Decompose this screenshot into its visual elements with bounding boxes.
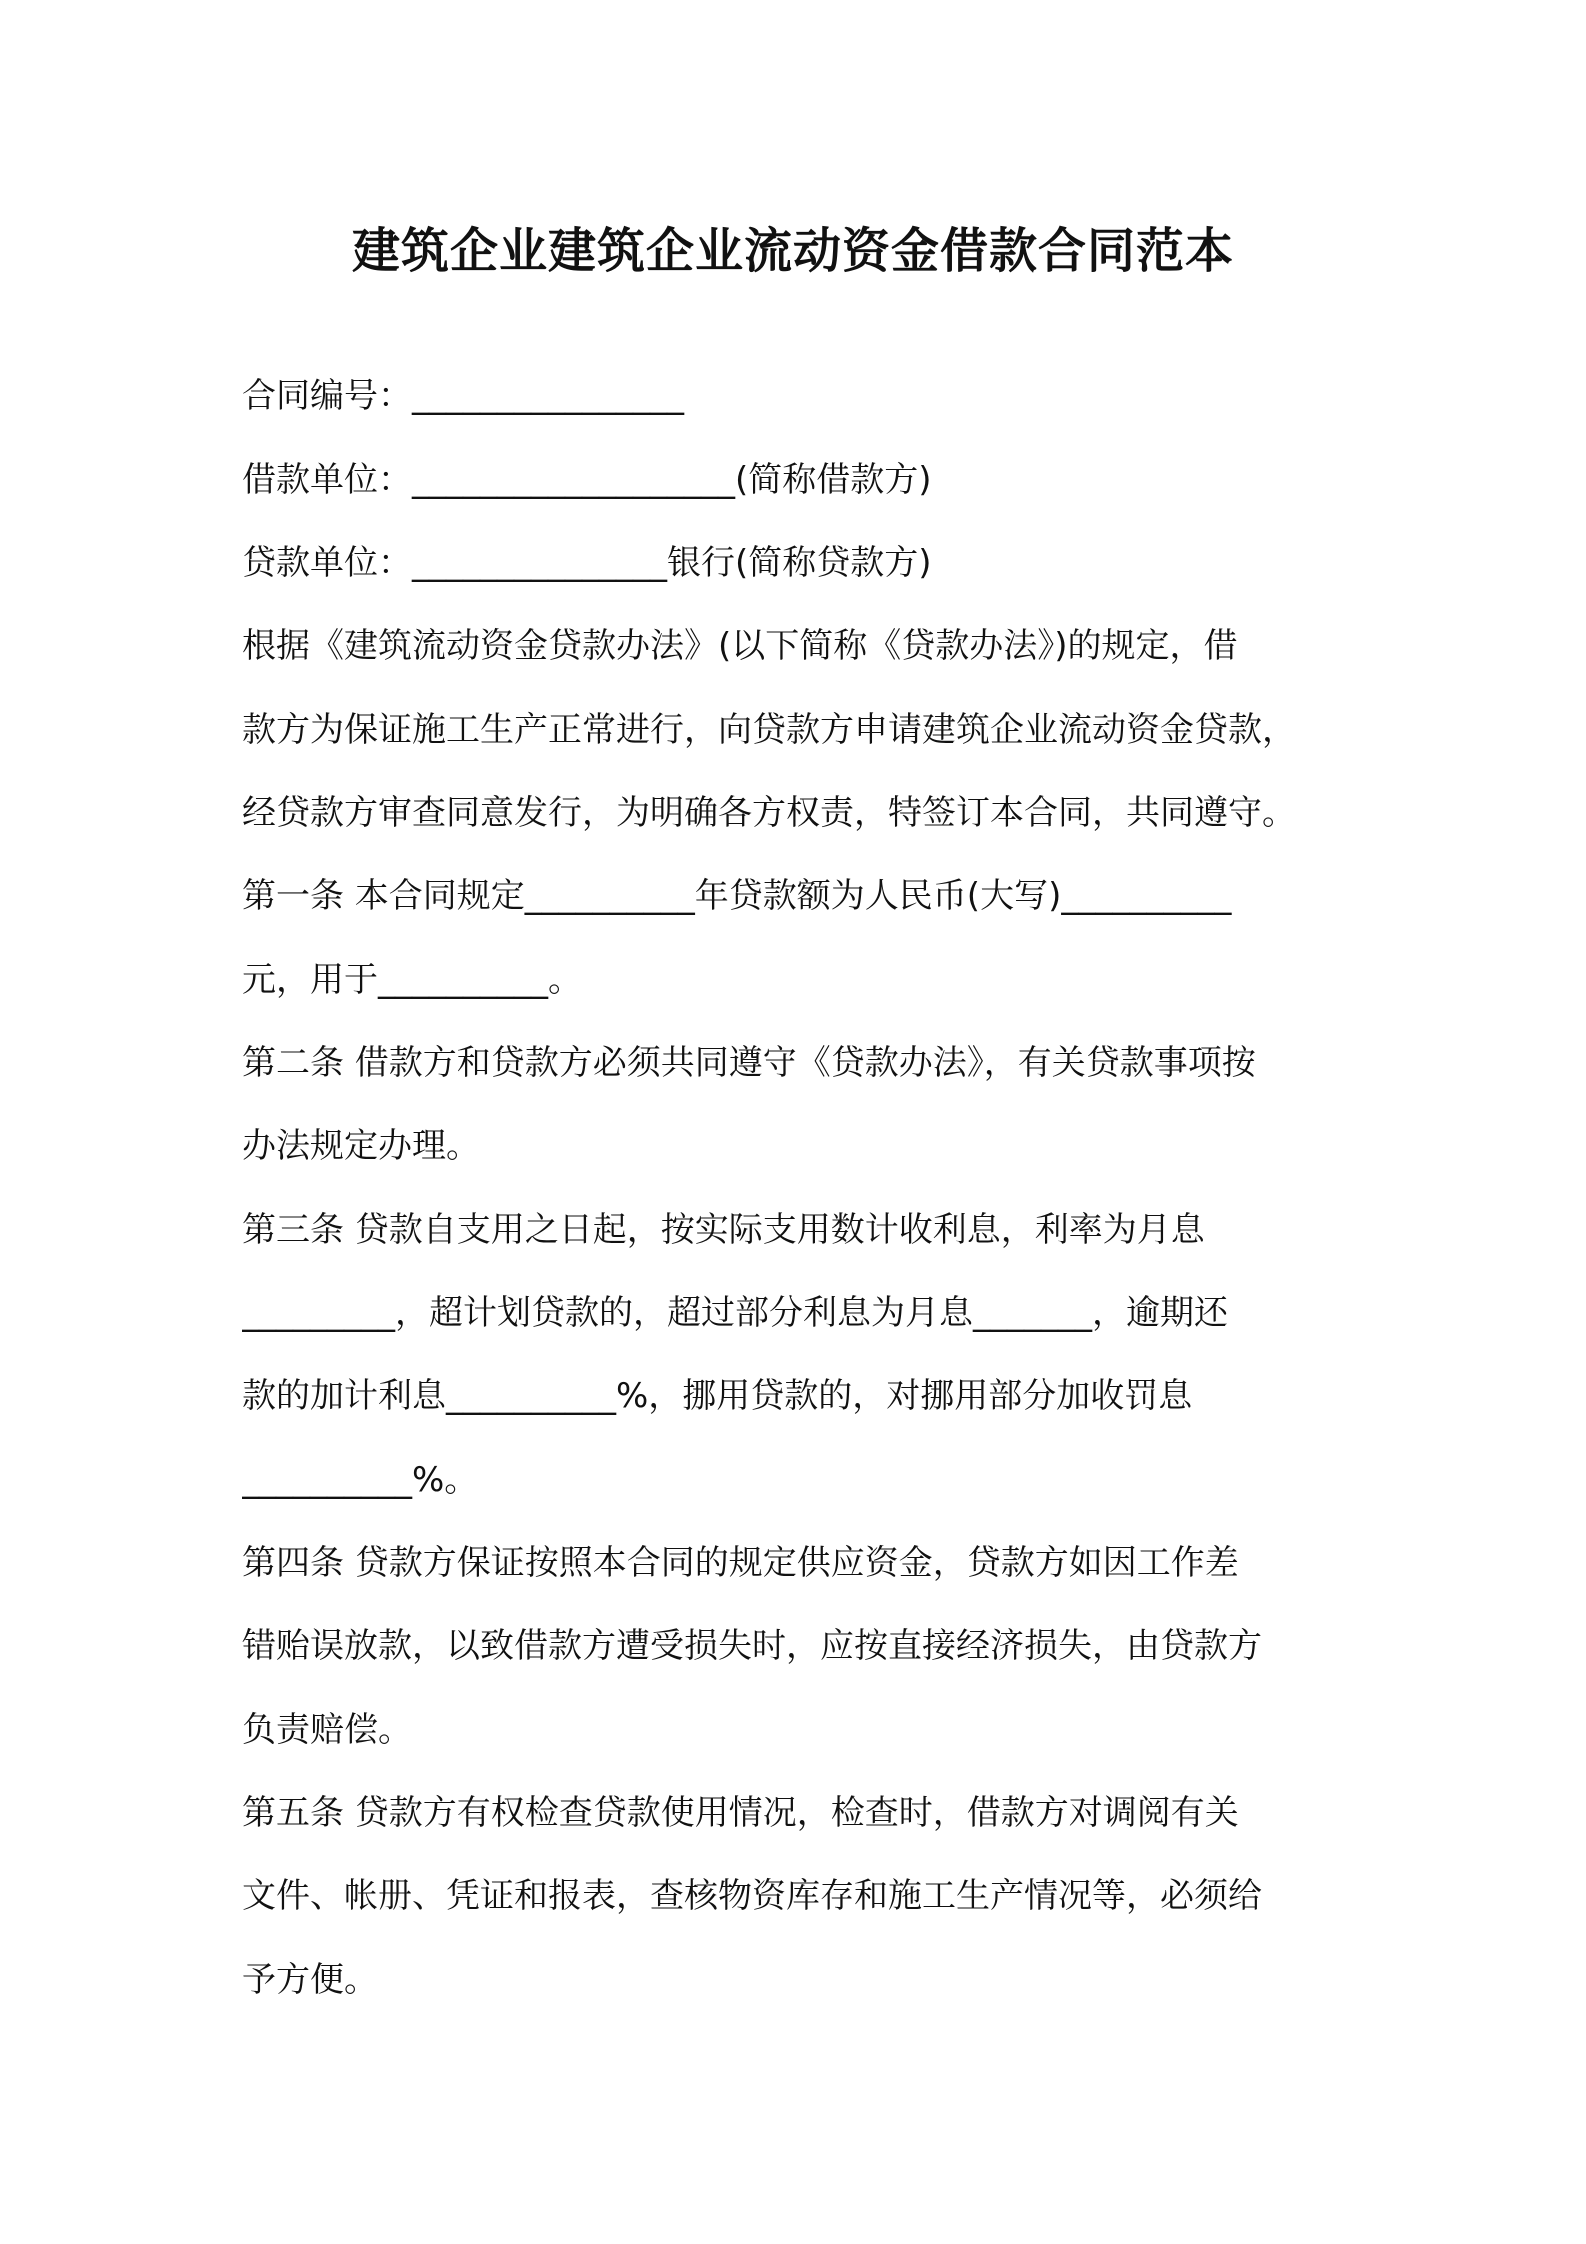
article-3-line: 第三条 贷款自支用之日起，按实际支用数计收利息，利率为月息 bbox=[242, 1210, 1205, 1250]
article-5-line: 第五条 贷款方有权检查贷款使用情况，检查时，借款方对调阅有关 bbox=[242, 1793, 1239, 1833]
borrower-line: 借款单位：___________________(简称借款方) bbox=[242, 460, 932, 500]
article-5-line: 文件、帐册、凭证和报表，查核物资库存和施工生产情况等，必须给 bbox=[242, 1876, 1262, 1916]
document-title: 建筑企业建筑企业流动资金借款合同范本 bbox=[351, 223, 1234, 279]
preamble-line: 根据《建筑流动资金贷款办法》(以下简称《贷款办法》)的规定，借 bbox=[242, 626, 1238, 666]
article-4-line: 负责赔偿。 bbox=[242, 1710, 412, 1750]
article-3-line: _________，超计划贷款的，超过部分利息为月息_______，逾期还 bbox=[242, 1293, 1228, 1333]
article-5-line: 予方便。 bbox=[242, 1960, 378, 2000]
preamble-line: 款方为保证施工生产正常进行，向贷款方申请建筑企业流动资金贷款， bbox=[242, 710, 1296, 750]
lender-line: 贷款单位：_______________银行(简称贷款方) bbox=[242, 543, 932, 583]
article-3-line: __________%。 bbox=[242, 1460, 479, 1500]
contract-number-line: 合同编号：________________ bbox=[242, 376, 684, 416]
article-4-line: 错贻误放款，以致借款方遭受损失时，应按直接经济损失，由贷款方 bbox=[242, 1626, 1262, 1666]
article-3-line: 款的加计利息__________%，挪用贷款的，对挪用部分加收罚息 bbox=[242, 1376, 1193, 1416]
preamble-line: 经贷款方审查同意发行，为明确各方权责，特签订本合同，共同遵守。 bbox=[242, 793, 1296, 833]
article-4-line: 第四条 贷款方保证按照本合同的规定供应资金，贷款方如因工作差 bbox=[242, 1543, 1239, 1583]
article-1-line: 元，用于__________。 bbox=[242, 960, 582, 1000]
article-1-line: 第一条 本合同规定__________年贷款额为人民币(大写)__________ bbox=[242, 876, 1232, 916]
article-2-line: 办法规定办理。 bbox=[242, 1126, 480, 1166]
article-2-line: 第二条 借款方和贷款方必须共同遵守《贷款办法》，有关贷款事项按 bbox=[242, 1043, 1256, 1083]
